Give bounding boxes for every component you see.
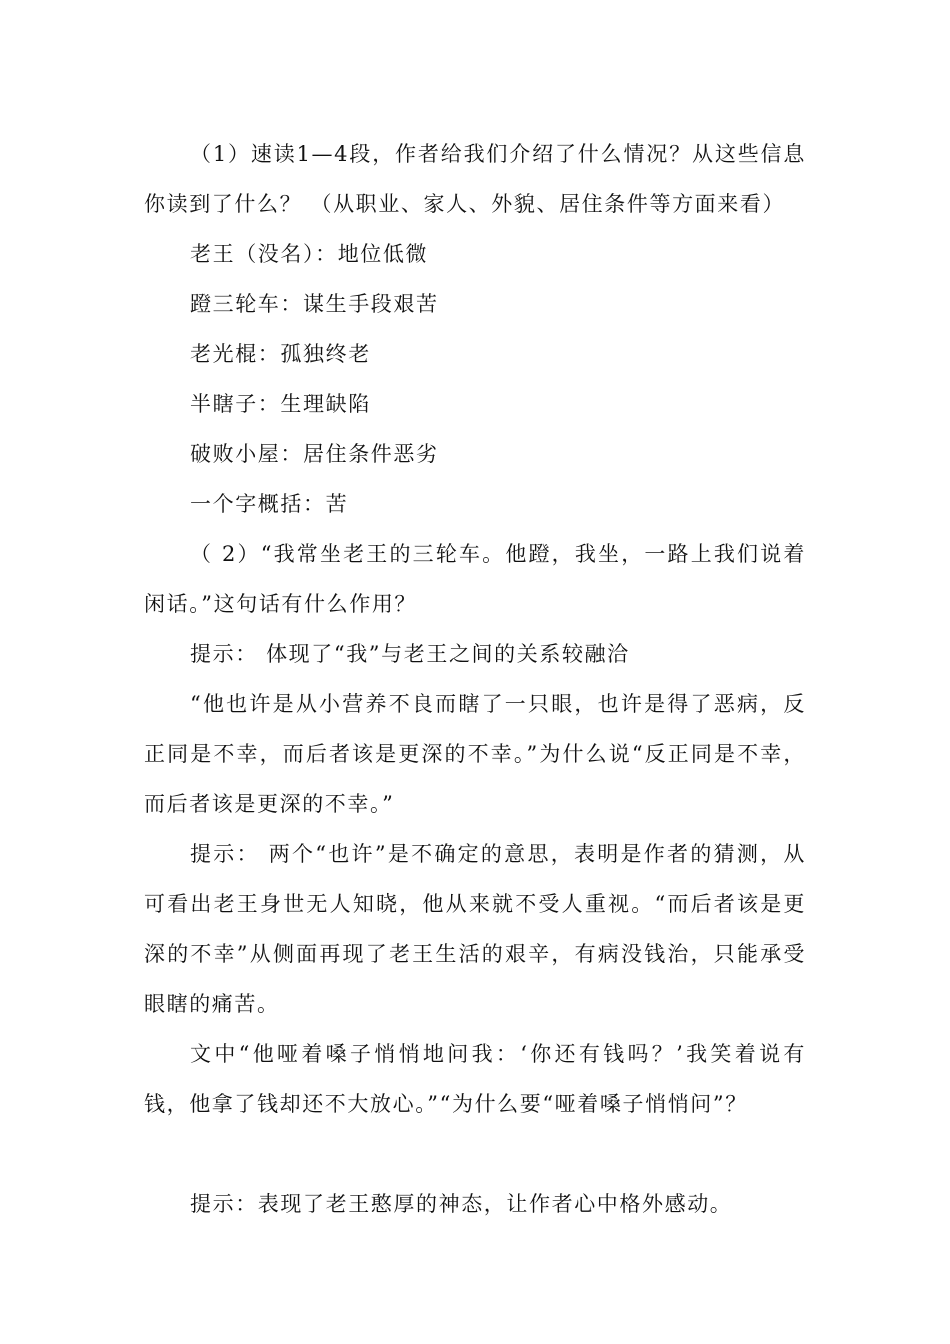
answer-line-summary: 一个字概括：苦 xyxy=(190,492,349,516)
question-2-paragraph: （ 2）“我常坐老王的三轮车。他蹬，我坐，一路上我们说着闲话。”这句话有什么作用？ xyxy=(144,542,806,616)
answer-line-appearance: 半瞎子：生理缺陷 xyxy=(190,392,371,416)
answer-line-family: 老光棍：孤独终老 xyxy=(190,342,371,366)
hint-paragraph-1: 提示： 体现了“我”与老王之间的关系较融洽 xyxy=(190,642,630,666)
answer-line-living: 破败小屋：居住条件恶劣 xyxy=(190,442,439,466)
question-3-paragraph: 文中“他哑着嗓子悄悄地问我：‘你还有钱吗？’我笑着说有钱，他拿了钱却还不大放心。”“为什么要“哑着嗓子悄悄问”？ xyxy=(144,1042,806,1116)
answer-line-job: 蹬三轮车：谋生手段艰苦 xyxy=(190,292,439,316)
blank-line xyxy=(144,1129,806,1179)
hint-paragraph-3: 提示：表现了老王憨厚的神态，让作者心中格外感动。 xyxy=(190,1192,733,1216)
quote-question-paragraph: “他也许是从小营养不良而瞎了一只眼，也许是得了恶病，反正同是不幸，而后者该是更深的不幸。”为什么说“反正同是不幸，而后者该是更深的不幸。” xyxy=(144,692,806,816)
hint-paragraph-2: 提示： 两个“也许”是不确定的意思，表明是作者的猜测，从可看出老王身世无人知晓，他从来就不受人重视。“而后者该是更深的不幸”从侧面再现了老王生活的艰辛，有病没钱治，只能承受眼瞎的痛苦。 xyxy=(144,842,806,1016)
document-body xyxy=(144,129,806,1229)
question-1-paragraph: （1）速读1—4段，作者给我们介绍了什么情况？从这些信息你读到了什么？ （从职业、家人、外貌、居住条件等方面来看） xyxy=(144,142,806,216)
answer-line-name: 老王（没名）：地位低微 xyxy=(190,242,429,266)
